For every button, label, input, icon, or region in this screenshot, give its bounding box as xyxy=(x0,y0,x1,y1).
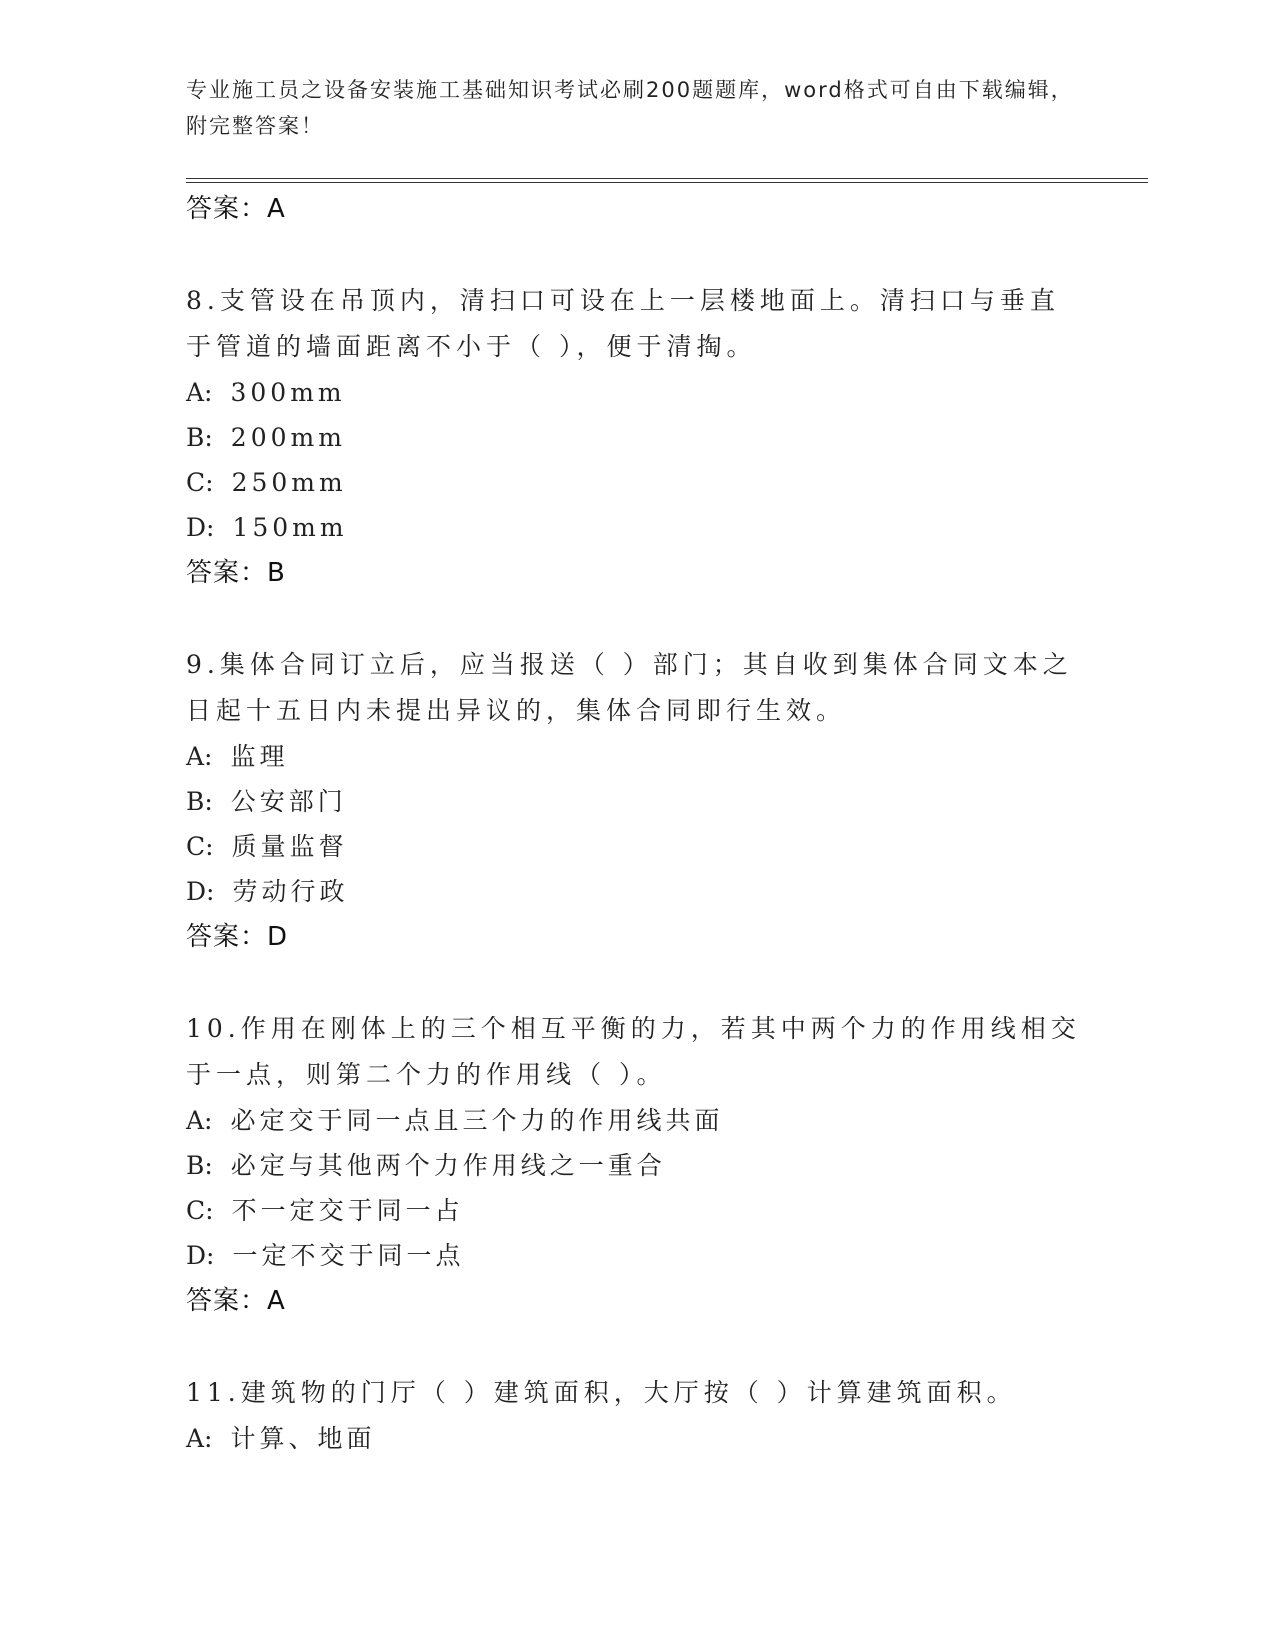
header-divider xyxy=(186,178,1148,179)
option-text: 300mm xyxy=(230,378,346,407)
answer-option xyxy=(186,824,1086,869)
option-key: A: xyxy=(186,742,213,771)
spacer xyxy=(186,1324,1086,1370)
option-key: B: xyxy=(186,423,213,452)
option-text: 质量监督 xyxy=(231,832,348,861)
spacer xyxy=(186,232,1086,278)
answer-option xyxy=(186,1098,1086,1143)
option-key: A: xyxy=(186,378,213,407)
answer-option xyxy=(186,1233,1086,1278)
question-stem: 9.集体合同订立后，应当报送（ ）部门；其自收到集体合同文本之日起十五日内未提出异议的，集体合同即行生效。 xyxy=(186,650,1073,725)
question-list xyxy=(186,186,1086,1461)
answer-option xyxy=(186,415,1086,460)
answer-line: 答案：D xyxy=(186,922,289,952)
answer-option xyxy=(186,869,1086,914)
option-key: A: xyxy=(186,1424,213,1453)
question-stem: 11.建筑物的门厅（ ）建筑面积，大厅按（ ）计算建筑面积。 xyxy=(186,1378,1017,1407)
option-key: D: xyxy=(186,877,215,906)
option-key: C: xyxy=(186,468,214,497)
spacer xyxy=(186,960,1086,1006)
question-block xyxy=(186,642,1086,960)
option-text: 监理 xyxy=(230,742,289,771)
question-block xyxy=(186,278,1086,596)
option-text: 150mm xyxy=(232,513,348,542)
option-text: 250mm xyxy=(231,468,347,497)
header-divider xyxy=(186,182,1148,183)
option-text: 必定交于同一点且三个力的作用线共面 xyxy=(230,1106,724,1135)
option-key: A: xyxy=(186,1106,213,1135)
option-key: D: xyxy=(186,513,215,542)
option-key: B: xyxy=(186,1151,213,1180)
option-key: C: xyxy=(186,832,214,861)
answer-option xyxy=(186,1416,1086,1461)
question-stem: 10.作用在刚体上的三个相互平衡的力，若其中两个力的作用线相交于一点，则第二个力的作用线（ ）。 xyxy=(186,1014,1081,1089)
option-text: 一定不交于同一点 xyxy=(232,1241,465,1270)
option-key: D: xyxy=(186,1241,215,1270)
option-key: C: xyxy=(186,1196,214,1225)
option-text: 必定与其他两个力作用线之一重合 xyxy=(230,1151,666,1180)
answer-option xyxy=(186,370,1086,415)
option-text: 200mm xyxy=(230,423,346,452)
question-block xyxy=(186,1006,1086,1324)
answer-line: 答案：B xyxy=(186,558,286,588)
answer-option xyxy=(186,734,1086,779)
question-stem: 8.支管设在吊顶内，清扫口可设在上一层楼地面上。清扫口与垂直于管道的墙面距离不小于（ ），便于清掏。 xyxy=(186,286,1060,361)
answer-line: 答案：A xyxy=(186,1286,286,1316)
answer-option xyxy=(186,505,1086,550)
answer-option xyxy=(186,1188,1086,1233)
option-key: B: xyxy=(186,787,213,816)
answer-option xyxy=(186,779,1086,824)
option-text: 公安部门 xyxy=(230,787,347,816)
spacer xyxy=(186,596,1086,642)
option-text: 计算、地面 xyxy=(230,1424,376,1453)
option-text: 劳动行政 xyxy=(232,877,349,906)
question-block xyxy=(186,1370,1086,1461)
answer-line: 答案：A xyxy=(186,194,286,224)
answer-option xyxy=(186,460,1086,505)
page-header: 专业施工员之设备安装施工基础知识考试必刷200题题库，word格式可自由下载编辑，附完整答案！ xyxy=(186,78,1074,138)
option-text: 不一定交于同一占 xyxy=(231,1196,464,1225)
answer-option xyxy=(186,1143,1086,1188)
